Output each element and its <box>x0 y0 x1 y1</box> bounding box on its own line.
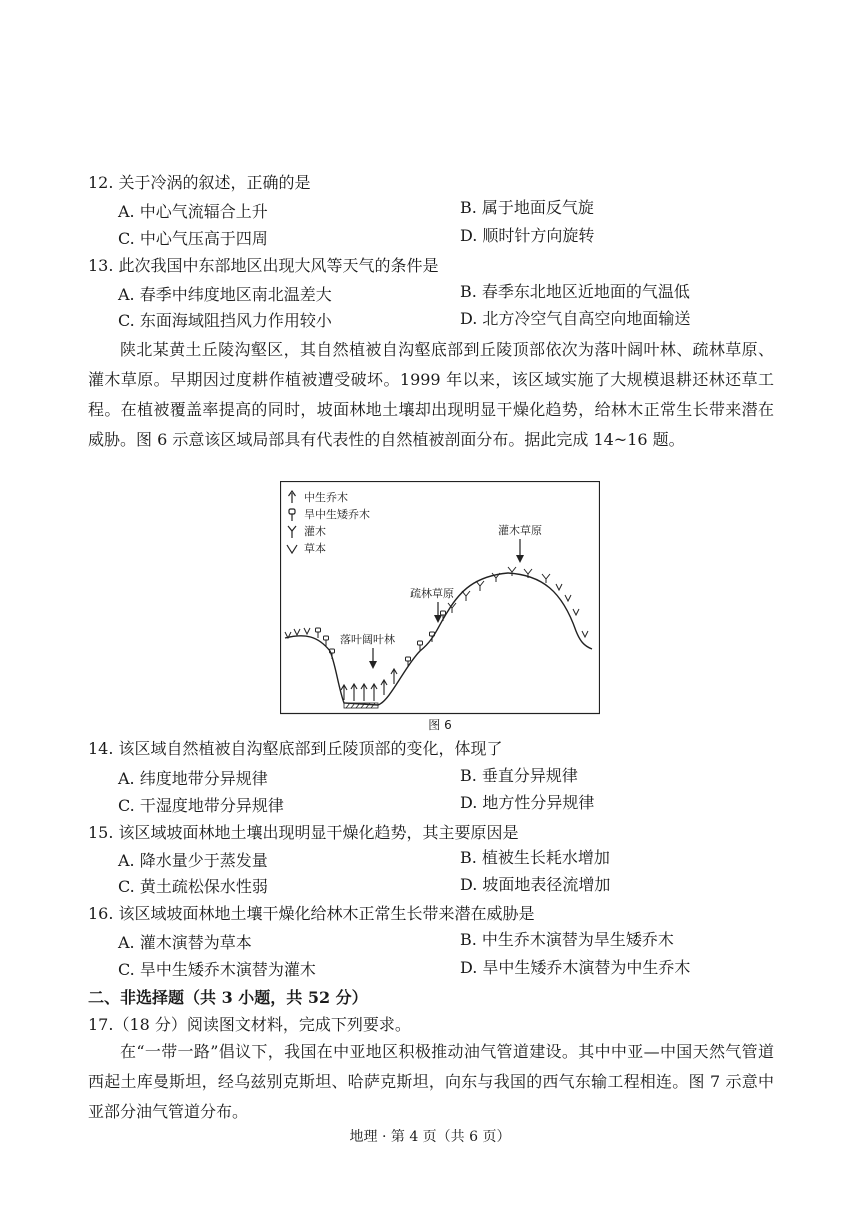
q17-stem: 17.（18 分）阅读图文材料，完成下列要求。 <box>88 1015 411 1034</box>
q13-option-b: B. 春季东北地区近地面的气温低 <box>460 282 690 301</box>
q13-option-d: D. 北方冷空气自高空向地面输送 <box>460 309 691 328</box>
q16-option-b: B. 中生乔木演替为旱生矮乔木 <box>460 930 674 949</box>
legend-xeromesophytic-dwarf-tree: 旱中生矮乔木 <box>304 508 370 521</box>
page-footer: 地理 · 第 4 页（共 6 页） <box>349 1129 511 1145</box>
q15-option-a: A. 降水量少于蒸发量 <box>118 851 268 870</box>
figure-6-caption: 图 6 <box>428 718 452 732</box>
q17-passage <box>88 1037 774 1127</box>
q14-option-b: B. 垂直分异规律 <box>460 766 578 785</box>
q15-option-c: C. 黄土疏松保水性弱 <box>118 877 268 896</box>
q16-stem: 16. 该区域坡面林地土壤干燥化给林木正常生长带来潜在威胁是 <box>88 904 535 923</box>
q16-option-d: D. 旱中生矮乔木演替为中生乔木 <box>460 958 691 977</box>
q13-stem: 13. 此次我国中东部地区出现大风等天气的条件是 <box>88 256 439 275</box>
legend-herb: 草本 <box>304 542 326 555</box>
q14-option-c: C. 干湿度地带分异规律 <box>118 796 284 815</box>
q16-option-c: C. 旱中生矮乔木演替为灌木 <box>118 960 316 979</box>
q14-option-a: A. 纬度地带分异规律 <box>118 769 268 788</box>
legend-mesophytic-tree: 中生乔木 <box>304 491 348 504</box>
section-2-heading: 二、非选择题（共 3 小题，共 52 分） <box>88 988 368 1007</box>
passage-14-16-text: 陕北某黄土丘陵沟壑区，其自然植被自沟壑底部到丘陵顶部依次为落叶阔叶林、疏林草原、灌木草原。早期因过度耕作植被遭受破坏。1999 年以来，该区域实施了大规模退耕还林还草工程。在植被覆盖率提高的同时，坡面林地土壤却出现明显干燥化趋势，给林木正常生长带来潜在威胁。图 6 示意该区域局部具有代表性的自然植被剖面分布。据此完成 14~16 题。 <box>88 340 774 449</box>
q12-option-a: A. 中心气流辐合上升 <box>118 202 268 221</box>
legend-shrub: 灌木 <box>304 525 326 538</box>
label-deciduous-forest: 落叶阔叶林 <box>340 633 395 646</box>
q14-stem: 14. 该区域自然植被自沟壑底部到丘陵顶部的变化，体现了 <box>88 739 503 758</box>
q16-option-a: A. 灌木演替为草本 <box>118 933 252 952</box>
passage-14-16 <box>88 335 774 455</box>
q17-passage-text: 在“一带一路”倡议下，我国在中亚地区积极推动油气管道建设。其中中亚—中国天然气管道西起土库曼斯坦，经乌兹别克斯坦、哈萨克斯坦，向东与我国的西气东输工程相连。图 7 示意中亚部分油气管道分布。 <box>88 1042 774 1121</box>
q14-option-d: D. 地方性分异规律 <box>460 793 595 812</box>
label-shrub-steppe: 灌木草原 <box>498 524 542 537</box>
q15-stem: 15. 该区域坡面林地土壤出现明显干燥化趋势，其主要原因是 <box>88 823 519 842</box>
q12-option-d: D. 顺时针方向旋转 <box>460 226 595 245</box>
q12-option-c: C. 中心气压高于四周 <box>118 229 268 248</box>
label-sparse-forest-steppe: 疏林草原 <box>410 587 454 600</box>
q13-option-a: A. 春季中纬度地区南北温差大 <box>118 285 332 304</box>
q15-option-b: B. 植被生长耗水增加 <box>460 848 610 867</box>
q12-stem: 12. 关于冷涡的叙述，正确的是 <box>88 173 311 192</box>
q12-option-b: B. 属于地面反气旋 <box>460 198 594 217</box>
figure-6-vegetation-profile <box>280 481 600 716</box>
q13-option-c: C. 东面海域阻挡风力作用较小 <box>118 311 332 330</box>
q15-option-d: D. 坡面地表径流增加 <box>460 875 611 894</box>
